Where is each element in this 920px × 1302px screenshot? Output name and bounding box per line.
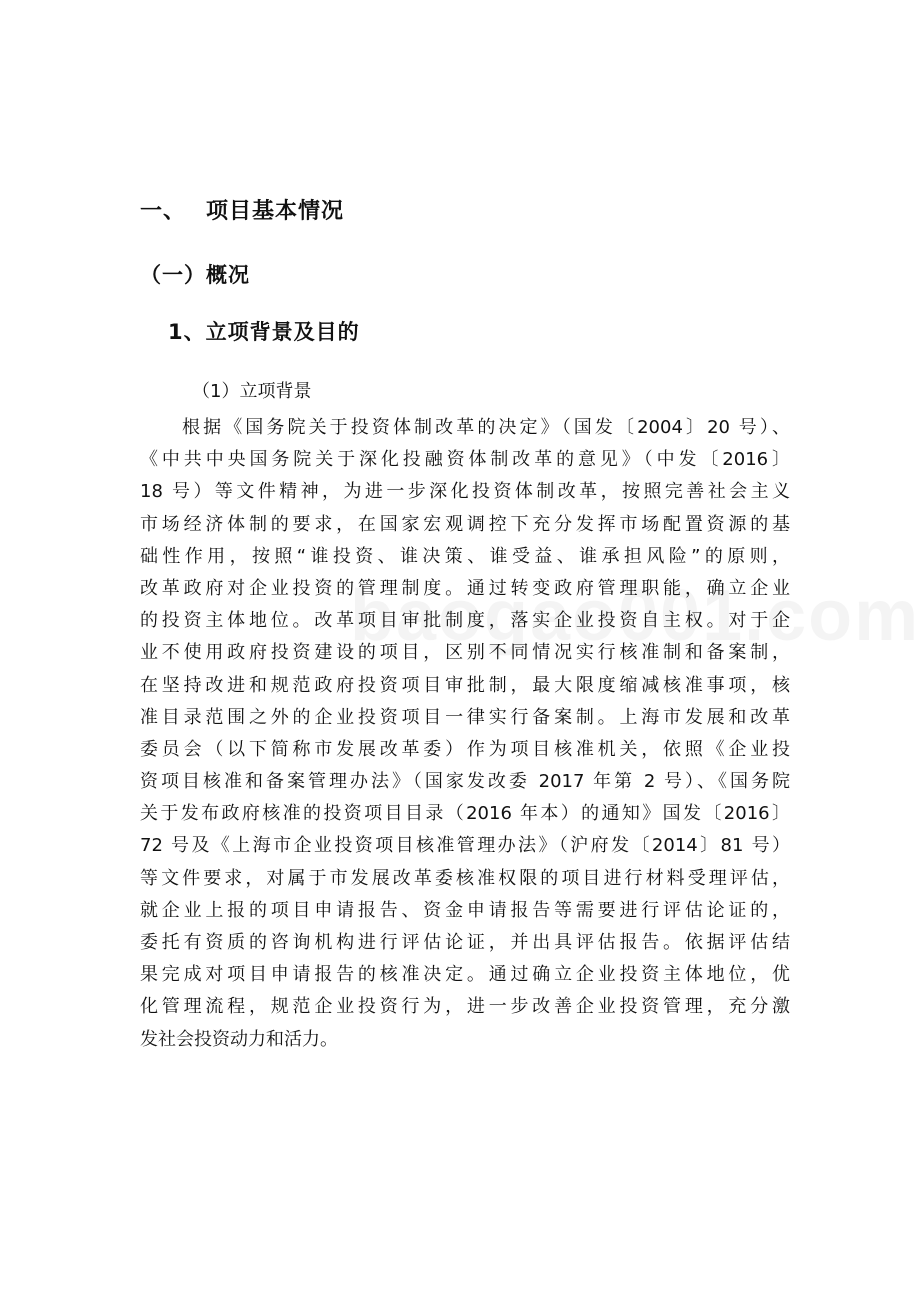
- paragraph-line: 根据《国务院关于投资体制改革的决定》（国发〔2004〕20 号）、: [182, 417, 790, 438]
- paragraph-line: 《中共中央国务院关于深化投融资体制改革的意见》（中发〔2016〕: [140, 449, 790, 471]
- paragraph-line: 础性作用，按照“谁投资、谁决策、谁受益、谁承担风险”的原则，: [140, 545, 790, 567]
- paragraph-line: 发社会投资动力和活力。: [140, 1028, 338, 1050]
- paragraph-line: 市场经济体制的要求，在国家宏观调控下充分发挥市场配置资源的基: [140, 513, 790, 535]
- paragraph-line: 化管理流程，规范企业投资行为，进一步改善企业投资管理，充分激: [140, 996, 790, 1018]
- paragraph-line: 资项目核准和备案管理办法》（国家发改委 2017 年第 2 号）、《国务院: [140, 771, 790, 793]
- section-title: 项目基本情况: [206, 199, 345, 224]
- paragraph-line: 的投资主体地位。改革项目审批制度，落实企业投资自主权。对于企: [140, 610, 790, 632]
- paragraph-line: 委员会（以下简称市发展改革委）作为项目核准机关，依照《企业投: [140, 738, 790, 760]
- paragraph-line: 准目录范围之外的企业投资项目一律实行备案制。上海市发展和改革: [140, 706, 790, 728]
- body-paragraph: [140, 412, 790, 1056]
- paragraph-line: 在坚持改进和规范政府投资项目审批制，最大限度缩减核准事项，核: [140, 674, 790, 696]
- paragraph-line: 改革政府对企业投资的管理制度。通过转变政府管理职能，确立企业: [140, 577, 790, 599]
- section-heading: [140, 194, 344, 225]
- paragraph-line: 业不使用政府投资建设的项目，区别不同情况实行核准制和备案制，: [140, 642, 790, 664]
- paragraph-line: 等文件要求，对属于市发展改革委核准权限的项目进行材料受理评估，: [140, 867, 790, 889]
- paragraph-line: 72 号及《上海市企业投资项目核准管理办法》（沪府发〔2014〕81 号）: [140, 835, 790, 857]
- paragraph-line: 18 号）等文件精神，为进一步深化投资体制改革，按照完善社会主义: [140, 481, 790, 503]
- item-heading: （1）立项背景: [192, 381, 312, 402]
- paragraph-line: 关于发布政府核准的投资项目目录（2016 年本）的通知》国发〔2016〕: [140, 803, 790, 825]
- subsection-heading: （一）概况: [140, 263, 250, 287]
- paragraph-line: 就企业上报的项目申请报告、资金申请报告等需要进行评估论证的，: [140, 899, 790, 921]
- paragraph-line: 委托有资质的咨询机构进行评估论证，并出具评估报告。依据评估结: [140, 932, 790, 953]
- paragraph-line: 果完成对项目申请报告的核准决定。通过确立企业投资主体地位，优: [140, 964, 790, 986]
- section-number: 一、: [140, 199, 187, 224]
- subsubsection-heading: 1、立项背景及目的: [168, 320, 360, 344]
